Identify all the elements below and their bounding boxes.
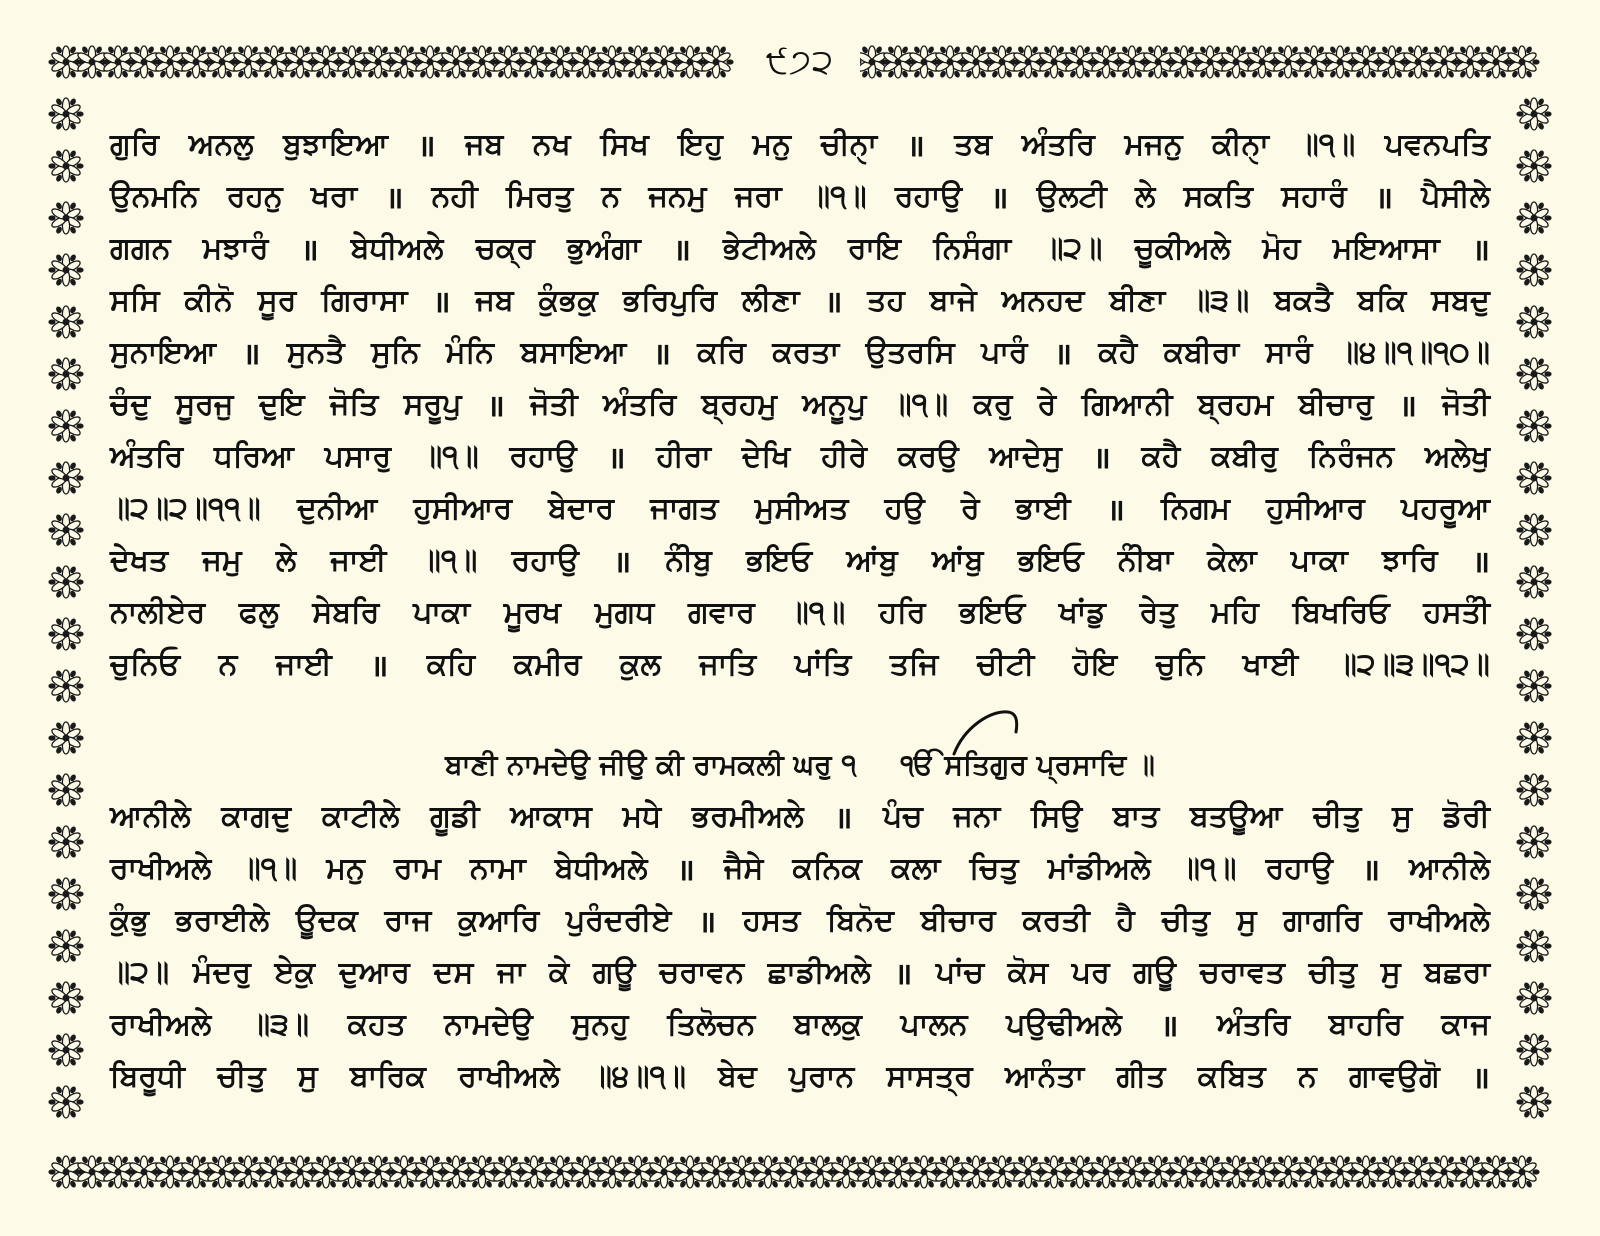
heading-mool-mantar: ੴ ਸਤਿਗੁਰ ਪ੍ਰਸਾਦਿ ॥ xyxy=(900,748,1155,781)
heading-raag-title: ਬਾਣੀ ਨਾਮਦੇਉ ਜੀਉ ਕੀ ਰਾਮਕਲੀ ਘਰੁ ੧ xyxy=(445,748,857,781)
verse-line: ਸੁਨਾਇਆ ॥ ਸੁਨਤੈ ਸੁਨਿ ਮੰਨਿ ਬਸਾਇਆ ॥ ਕਰਿ ਕਰਤਾ ਉਤਰਸਿ ਪਾਰੰ ॥ ਕਹੈ ਕਬੀਰਾ ਸਾਰੰ ॥੪॥੧॥੧੦॥ xyxy=(110,334,1490,372)
verse-line: ਗੁਰਿ ਅਨਲੁ ਬੁਝਾਇਆ ॥ ਜਬ ਨਖ ਸਿਖ ਇਹੁ ਮਨੁ ਚੀਨੑਾ ॥ ਤਬ ਅੰਤਰਿ ਮਜਨੁ ਕੀਨੑਾ ॥੧॥ ਪਵਨਪਤਿ xyxy=(110,126,1490,164)
verse-line: ਚੰਦੁ ਸੂਰਜੁ ਦੁਇ ਜੋਤਿ ਸਰੂਪੁ ॥ ਜੋਤੀ ਅੰਤਰਿ ਬ੍ਰਹਮੁ ਅਨੂਪੁ ॥੧॥ ਕਰੁ ਰੇ ਗਿਆਨੀ ਬ੍ਰਹਮ ਬੀਚਾਰੁ ॥ ਜੋਤੀ xyxy=(110,386,1490,424)
verse-line: ॥੨॥ ਮੰਦਰੁ ਏਕੁ ਦੁਆਰ ਦਸ ਜਾ ਕੇ ਗਊ ਚਰਾਵਨ ਛਾਡੀਅਲੇ ॥ ਪਾਂਚ ਕੋਸ ਪਰ ਗਊ ਚਰਾਵਤ ਚੀਤੁ ਸੁ ਬਛਰਾ xyxy=(110,954,1490,992)
page-number: ੯੭੨ xyxy=(740,40,860,84)
verse-line: ਰਾਖੀਅਲੇ ॥੩॥ ਕਹਤ ਨਾਮਦੇਉ ਸੁਨਹੁ ਤਿਲੋਚਨ ਬਾਲਕੁ ਪਾਲਨ ਪਉਢੀਅਲੇ ॥ ਅੰਤਰਿ ਬਾਹਰਿ ਕਾਜ xyxy=(110,1006,1490,1044)
verse-line: ਬਿਰੂਧੀ ਚੀਤੁ ਸੁ ਬਾਰਿਕ ਰਾਖੀਅਲੇ ॥੪॥੧॥ ਬੇਦ ਪੁਰਾਨ ਸਾਸਤ੍ਰ ਆਨੰਤਾ ਗੀਤ ਕਬਿਤ ਨ ਗਾਵਉਗੋ ॥ xyxy=(110,1058,1490,1096)
verse-line: ਦੇਖਤ ਜਮੁ ਲੇ ਜਾਈ ॥੧॥ ਰਹਾਉ ॥ ਨੀੰਬੁ ਭਇਓ ਆਂਬੁ ਆਂਬੁ ਭਇਓ ਨੀੰਬਾ ਕੇਲਾ ਪਾਕਾ ਝਾਰਿ ॥ xyxy=(110,542,1490,580)
section-heading xyxy=(350,742,1250,788)
verse-line: ਰਾਖੀਅਲੇ ॥੧॥ ਮਨੁ ਰਾਮ ਨਾਮਾ ਬੇਧੀਅਲੇ ॥ ਜੈਸੇ ਕਨਿਕ ਕਲਾ ਚਿਤੁ ਮਾਂਡੀਅਲੇ ॥੧॥ ਰਹਾਉ ॥ ਆਨੀਲੇ xyxy=(110,850,1490,888)
verse-block-1 xyxy=(110,118,1490,690)
verse-line: ਉਨਮਨਿ ਰਹਨੁ ਖਰਾ ॥ ਨਹੀ ਮਿਰਤੁ ਨ ਜਨਮੁ ਜਰਾ ॥੧॥ ਰਹਾਉ ॥ ਉਲਟੀ ਲੇ ਸਕਤਿ ਸਹਾਰੰ ॥ ਪੈਸੀਲੇ xyxy=(110,178,1490,216)
verse-block-2 xyxy=(110,790,1490,1102)
verse-line: ਚੁਨਿਓ ਨ ਜਾਈ ॥ ਕਹਿ ਕਮੀਰ ਕੁਲ ਜਾਤਿ ਪਾਂਤਿ ਤਜਿ ਚੀਟੀ ਹੋਇ ਚੁਨਿ ਖਾਈ ॥੨॥੩॥੧੨॥ xyxy=(110,646,1490,684)
verse-line: ਸਸਿ ਕੀਨੋ ਸੂਰ ਗਿਰਾਸਾ ॥ ਜਬ ਕੁੰਭਕੁ ਭਰਿਪੁਰਿ ਲੀਣਾ ॥ ਤਹ ਬਾਜੇ ਅਨਹਦ ਬੀਣਾ ॥੩॥ ਬਕਤੈ ਬਕਿ ਸਬਦੁ xyxy=(110,282,1490,320)
verse-line: ॥੨॥੨॥੧੧॥ ਦੁਨੀਆ ਹੁਸੀਆਰ ਬੇਦਾਰ ਜਾਗਤ ਮੁਸੀਅਤ ਹਉ ਰੇ ਭਾਈ ॥ ਨਿਗਮ ਹੁਸੀਆਰ ਪਹਰੂਆ xyxy=(110,490,1490,528)
verse-line: ਨਾਲੀਏਰ ਫਲੁ ਸੇਬਰਿ ਪਾਕਾ ਮੂਰਖ ਮੁਗਧ ਗਵਾਰ ॥੧॥ ਹਰਿ ਭਇਓ ਖਾਂਡੁ ਰੇਤੁ ਮਹਿ ਬਿਖਰਿਓ ਹਸਤੀੰ xyxy=(110,594,1490,630)
verse-line: ਅੰਤਰਿ ਧਰਿਆ ਪਸਾਰੁ ॥੧॥ ਰਹਾਉ ॥ ਹੀਰਾ ਦੇਖਿ ਹੀਰੇ ਕਰਉ ਆਦੇਸੁ ॥ ਕਹੈ ਕਬੀਰੁ ਨਿਰੰਜਨ ਅਲੇਖੁ xyxy=(110,438,1490,476)
verse-line: ਕੁੰਭੁ ਭਰਾਈਲੇ ਊਦਕ ਰਾਜ ਕੁਆਰਿ ਪੁਰੰਦਰੀਏ ॥ ਹਸਤ ਬਿਨੋਦ ਬੀਚਾਰ ਕਰਤੀ ਹੈ ਚੀਤੁ ਸੁ ਗਾਗਰਿ ਰਾਖੀਅਲੇ xyxy=(110,902,1490,940)
verse-line: ਆਨੀਲੇ ਕਾਗਦੁ ਕਾਟੀਲੇ ਗੂਡੀ ਆਕਾਸ ਮਧੇ ਭਰਮੀਅਲੇ ॥ ਪੰਚ ਜਨਾ ਸਿਉ ਬਾਤ ਬਤਊਆ ਚੀਤੁ ਸੁ ਡੋਰੀ xyxy=(110,798,1490,836)
verse-line: ਗਗਨ ਮਝਾਰੰ ॥ ਬੇਧੀਅਲੇ ਚਕ੍ਰ ਭੁਅੰਗਾ ॥ ਭੇਟੀਅਲੇ ਰਾਇ ਨਿਸੰਗਾ ॥੨॥ ਚੂਕੀਅਲੇ ਮੋਹ ਮਇਆਸਾ ॥ xyxy=(110,230,1490,268)
